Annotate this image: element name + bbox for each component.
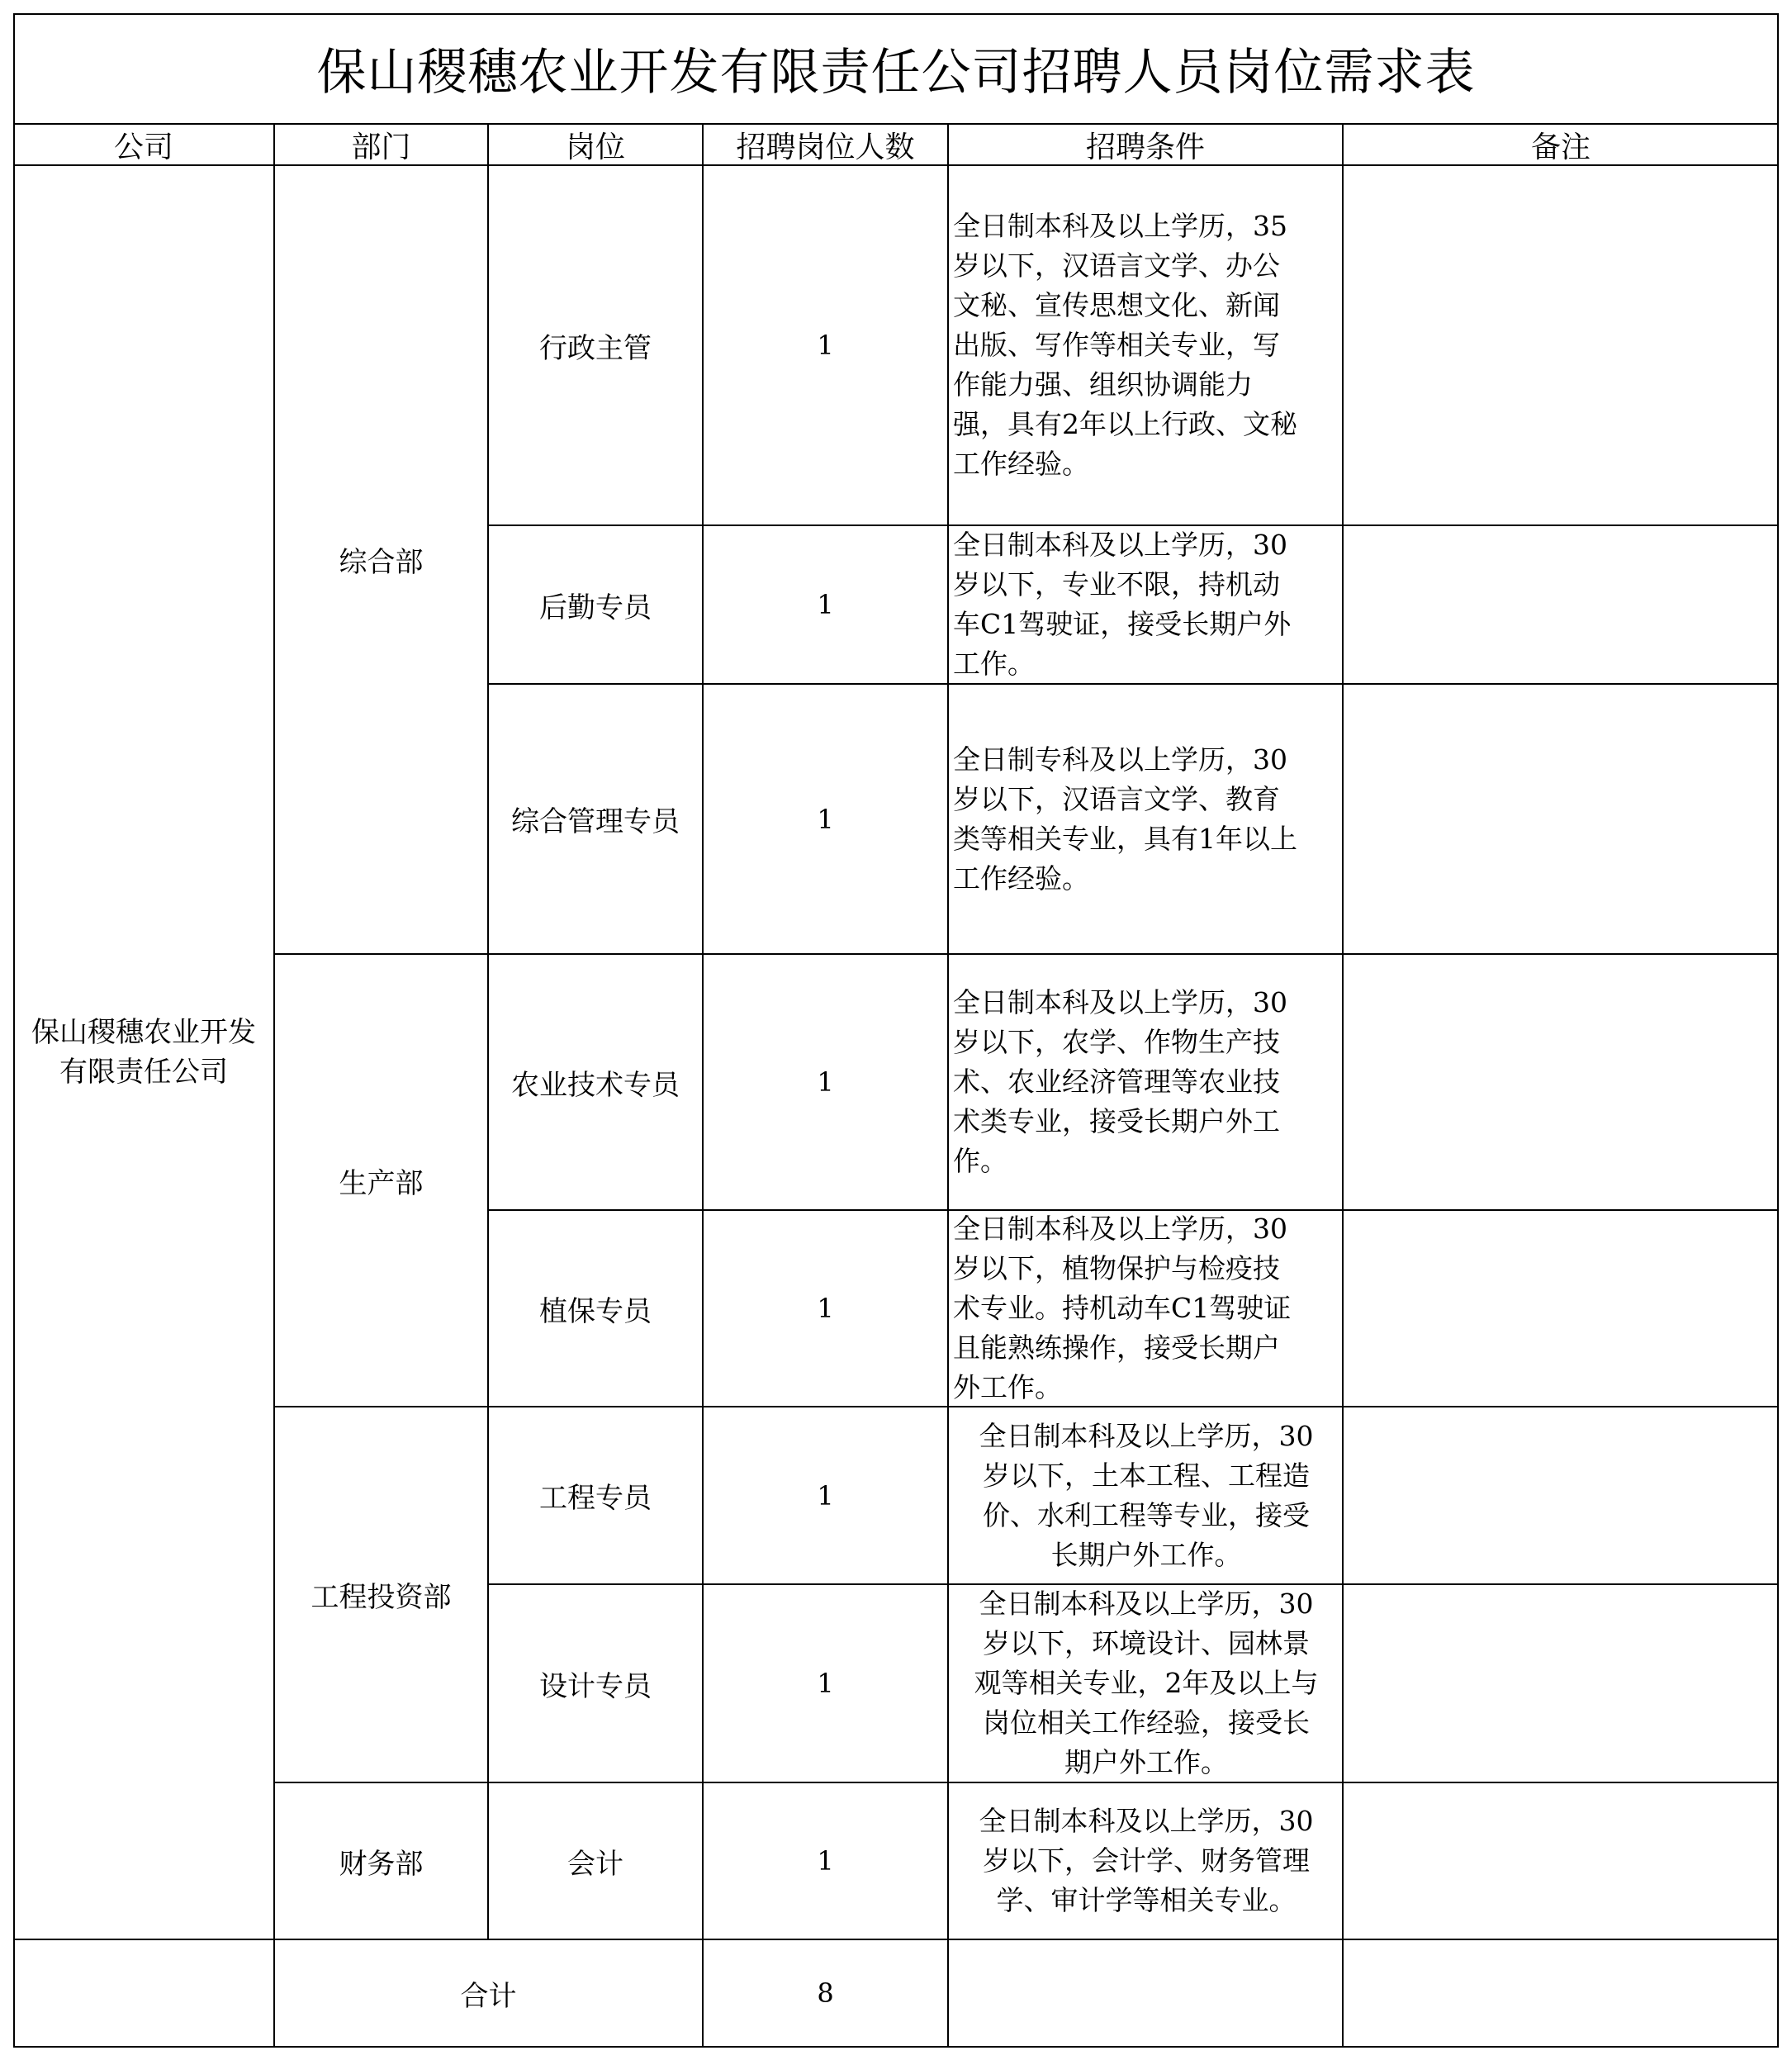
conditions-cell: 全日制本科及以上学历，30 岁以下，土本工程、工程造 价、水利工程等专业，接受 长期户外工作。 xyxy=(979,1419,1314,1571)
remarks-cell xyxy=(1343,954,1779,1210)
conditions-cell: 全日制本科及以上学历，30 岁以下，植物保护与检疫技 术专业。持机动车C1驾驶证 且能熟练操作，接受长期户 外工作。 xyxy=(953,1213,1292,1403)
position-cell: 植保专员 xyxy=(539,1294,652,1328)
count-cell: 1 xyxy=(817,803,834,835)
remarks-cell xyxy=(1343,165,1779,525)
grid-line xyxy=(488,524,1779,526)
company-cell: 保山稷穗农业开发 有限责任公司 xyxy=(31,1016,256,1089)
conditions-cell: 全日制本科及以上学历，30 岁以下，会计学、财务管理 学、审计学等相关专业。 xyxy=(979,1805,1314,1916)
department-cell: 工程投资部 xyxy=(311,1581,452,1614)
grid-line xyxy=(488,1583,1779,1585)
remarks-cell xyxy=(1343,684,1779,954)
conditions-cell: 全日制本科及以上学历，35 岁以下，汉语言文学、办公 文秘、宣传思想文化、新闻 出版、写作等相关专业，写 作能力强、组织协调能力 强，具有2年以上行政、文秘 工作经验。 xyxy=(953,210,1297,480)
grid-line xyxy=(947,123,949,2048)
grid-line xyxy=(13,123,1779,125)
grid-line xyxy=(13,164,1779,166)
remarks-cell xyxy=(1343,525,1779,684)
position-cell: 综合管理专员 xyxy=(511,805,680,838)
department-cell: 生产部 xyxy=(339,1166,424,1200)
grid-line xyxy=(488,1209,1779,1211)
grid-line xyxy=(274,953,1779,955)
position-cell: 行政主管 xyxy=(539,331,652,365)
department-cell: 综合部 xyxy=(339,546,424,579)
position-cell: 后勤专员 xyxy=(539,591,652,624)
header-company: 公司 xyxy=(113,130,173,164)
grid-line xyxy=(274,1406,1779,1407)
header-position: 岗位 xyxy=(565,130,625,164)
position-cell: 工程专员 xyxy=(539,1482,652,1515)
header-conditions: 招聘条件 xyxy=(1085,130,1205,164)
page-title: 保山稷穗农业开发有限责任公司招聘人员岗位需求表 xyxy=(316,44,1476,102)
count-cell: 1 xyxy=(817,330,834,361)
header-department: 部门 xyxy=(351,130,411,164)
conditions-cell: 全日制本科及以上学历，30 岁以下，专业不限，持机动 车C1驾驶证，接受长期户外 工作。 xyxy=(953,529,1292,680)
grid-line xyxy=(487,123,489,1940)
count-cell: 1 xyxy=(817,589,834,620)
grid-line xyxy=(273,123,275,2048)
grid-line xyxy=(702,123,704,2048)
count-cell: 1 xyxy=(817,1845,834,1877)
conditions-cell: 全日制专科及以上学历，30 岁以下，汉语言文学、教育 类等相关专业，具有1年以上 工作经验。 xyxy=(953,743,1297,895)
position-cell: 会计 xyxy=(567,1847,623,1881)
total-label: 合计 xyxy=(460,1979,517,2013)
position-cell: 设计专员 xyxy=(539,1669,652,1703)
remarks-cell xyxy=(1343,1407,1779,1584)
count-cell: 1 xyxy=(817,1293,834,1324)
conditions-cell: 全日制本科及以上学历，30 岁以下，环境设计、园林景 观等相关专业，2年及以上与 岗位相关工作经验，接受长 期户外工作。 xyxy=(974,1588,1319,1778)
position-cell: 农业技术专员 xyxy=(511,1068,680,1102)
grid-line xyxy=(274,1782,1779,1783)
remarks-cell xyxy=(1343,1210,1779,1407)
remarks-cell xyxy=(1343,1782,1779,1939)
conditions-cell: 全日制本科及以上学历，30 岁以下，农学、作物生产技 术、农业经济管理等农业技 术类专业，接受长期户外工 作。 xyxy=(953,986,1287,1177)
grid-line xyxy=(13,2046,1779,2048)
department-cell: 财务部 xyxy=(339,1847,424,1881)
total-count: 8 xyxy=(817,1977,834,2009)
grid-line xyxy=(1777,13,1779,2048)
grid-line xyxy=(13,1939,1779,1940)
remarks-cell xyxy=(1343,1584,1779,1782)
grid-line xyxy=(13,13,15,2048)
count-cell: 1 xyxy=(817,1066,834,1098)
count-cell: 1 xyxy=(817,1479,834,1512)
header-remarks: 备注 xyxy=(1530,130,1591,164)
count-cell: 1 xyxy=(817,1668,834,1699)
header-count: 招聘岗位人数 xyxy=(736,130,915,164)
grid-line xyxy=(13,13,1779,15)
grid-line xyxy=(1342,123,1344,2048)
grid-line xyxy=(488,683,1779,685)
